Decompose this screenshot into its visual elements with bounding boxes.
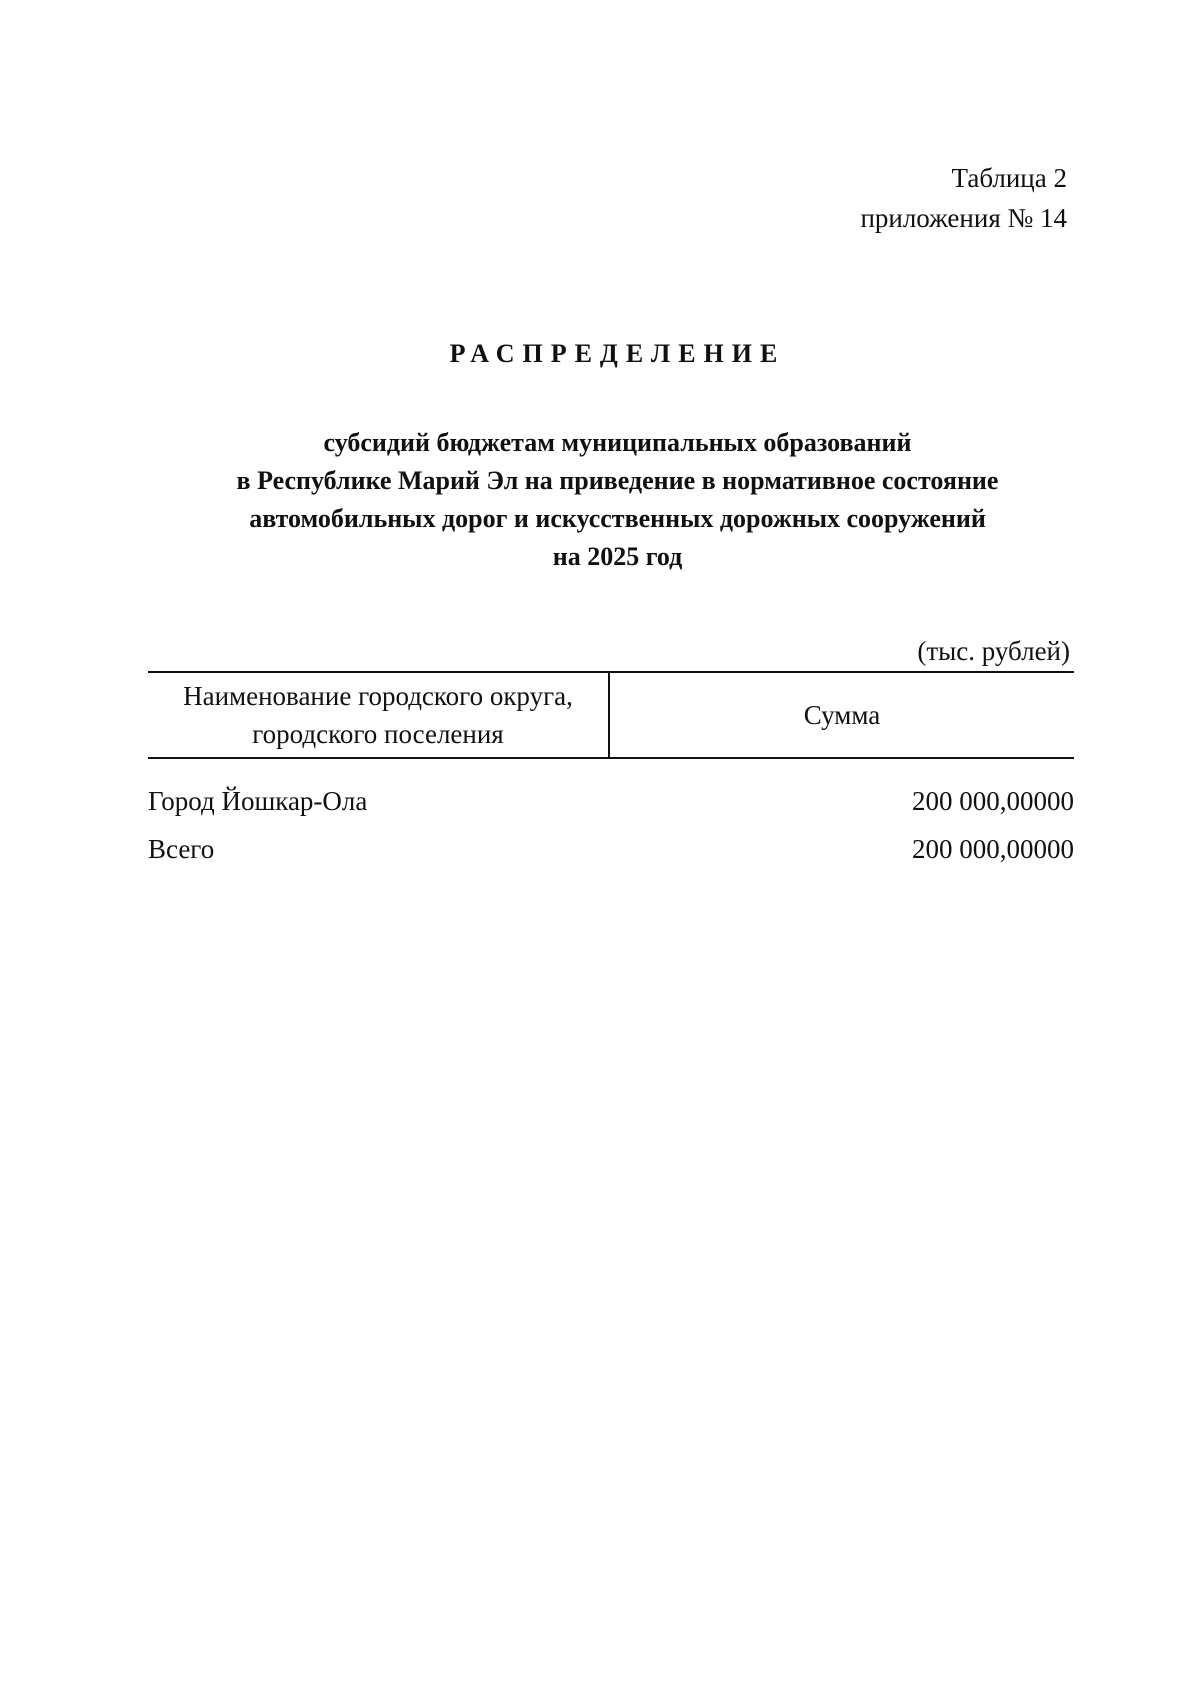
column-header-sum: Сумма	[609, 672, 1074, 758]
row-sum: 200 000,00000	[912, 785, 1074, 816]
document-title: РАСПРЕДЕЛЕНИЕ	[449, 339, 786, 368]
appendix-number: приложения № 14	[860, 203, 1067, 233]
total-label: Всего	[148, 833, 215, 864]
column-header-name	[148, 672, 609, 758]
subtitle-line-1: субсидий бюджетам муниципальных образований	[323, 428, 912, 457]
total-sum: 200 000,00000	[912, 833, 1074, 864]
table-reference	[860, 158, 1067, 238]
row-name: Город Йошкар-Ола	[148, 785, 368, 816]
column-header-name-line-1: Наименование городского округа,	[183, 681, 573, 711]
allocation-table	[148, 671, 1074, 873]
column-header-name-line-2: городского поселения	[252, 719, 504, 749]
table-row	[148, 758, 1074, 825]
units-label: (тыс. рублей)	[917, 636, 1070, 666]
subtitle-line-2: в Республике Марий Эл на приведение в нормативное состояние	[236, 466, 999, 495]
subtitle-line-4: на 2025 год	[552, 542, 683, 571]
allocation-table-container	[148, 671, 1074, 873]
table-row-total	[148, 825, 1074, 873]
document-subtitle	[0, 424, 1200, 576]
table-number: Таблица 2	[951, 163, 1067, 193]
table-header-row	[148, 672, 1074, 758]
subtitle-line-3: автомобильных дорог и искусственных дорожных сооружений	[249, 504, 986, 533]
